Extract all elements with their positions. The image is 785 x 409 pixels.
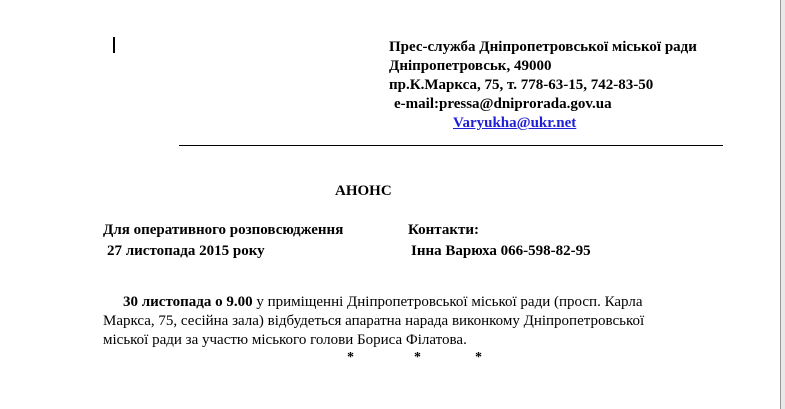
body-line-1 xyxy=(103,293,703,312)
page-shadow xyxy=(781,0,785,409)
distribution-block xyxy=(103,220,343,262)
distribution-label: Для оперативного розповсюдження xyxy=(103,222,344,238)
separator-star: * xyxy=(347,350,354,365)
header-address: пр.К.Маркса, 75, т. 778-63-15, 742-83-50 xyxy=(389,77,654,93)
email-link[interactable]: Varyukha@ukr.net xyxy=(453,115,577,131)
header-org: Прес-служба Дніпропетровської міської ради xyxy=(389,39,697,55)
header-divider xyxy=(179,145,723,146)
header-email: e-mail:pressa@dniprorada.gov.ua xyxy=(394,96,612,112)
announcement-body xyxy=(103,293,703,350)
separator-star: * xyxy=(414,350,421,365)
document-title: АНОНС xyxy=(335,183,392,199)
contacts-block xyxy=(408,220,591,262)
separator-star: * xyxy=(475,350,482,365)
body-line-3: міської ради за участю міського голови Бориса Філатова. xyxy=(103,332,467,348)
contacts-label: Контакти: xyxy=(408,222,479,238)
header-city: Дніпропетровськ, 49000 xyxy=(389,58,552,74)
contact-person: Інна Варюха 066-598-82-95 xyxy=(411,243,591,259)
body-bold-lead: 30 листопада о 9.00 xyxy=(123,294,253,310)
announcement-date: 27 листопада 2015 року xyxy=(107,243,265,259)
body-line-2: Маркса, 75, сесійна зала) відбудеться апаратна нарада виконкому Дніпропетровської xyxy=(103,313,645,329)
text-cursor xyxy=(113,37,115,53)
press-service-header xyxy=(389,38,697,133)
body-line-1-rest: у приміщенні Дніпропетровської міської ради (просп. Карла xyxy=(252,294,643,310)
